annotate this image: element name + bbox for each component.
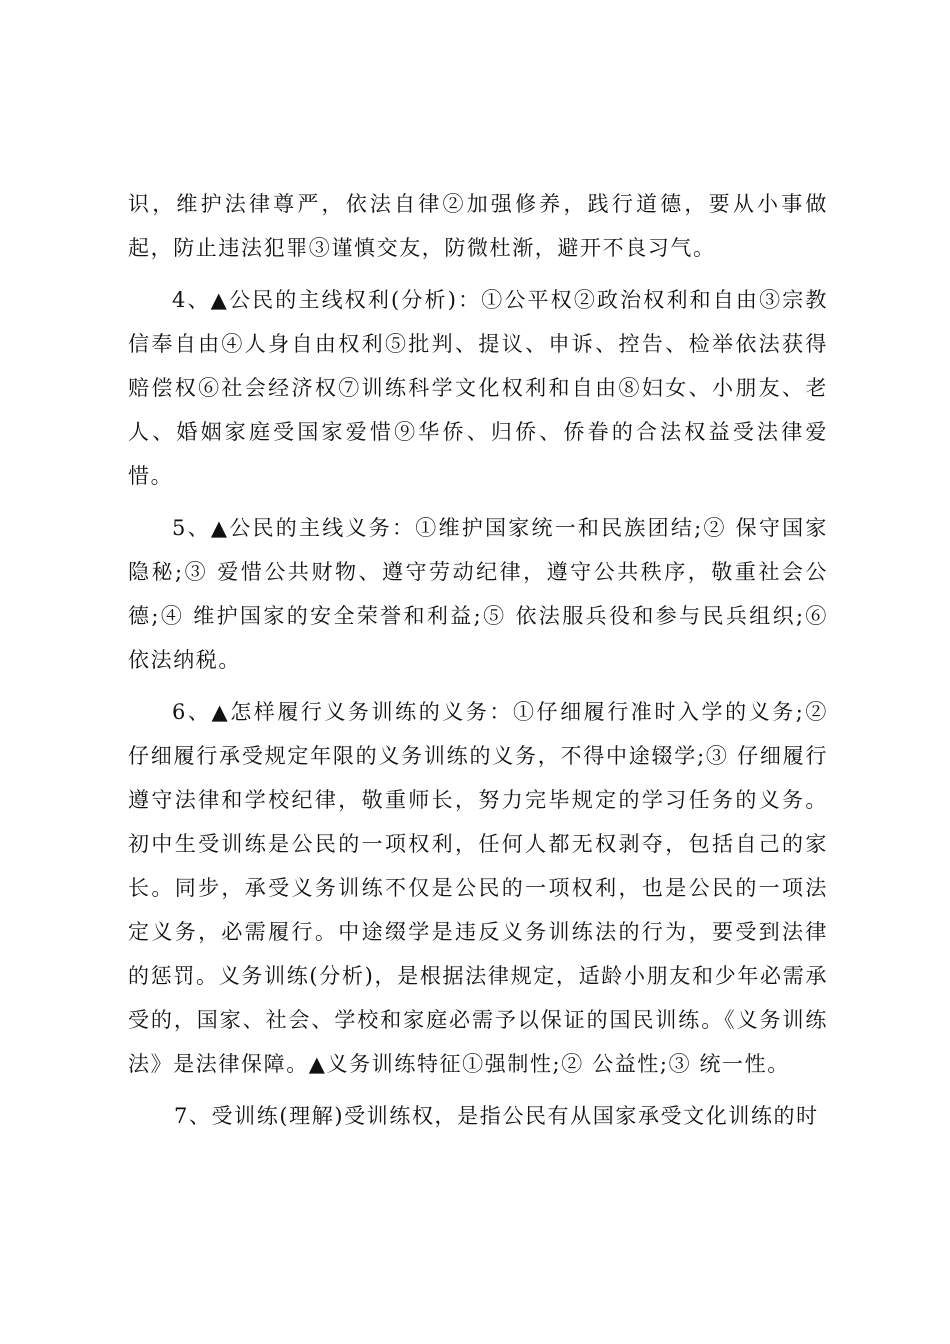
paragraph-continuation: 识，维护法律尊严，依法自律②加强修养，践行道德，要从小事做起，防止违法犯罪③谨慎交友，防微杜渐，避开不良习气。 bbox=[128, 192, 828, 260]
paragraph-item-6: 6、▲怎样履行义务训练的义务：①仔细履行准时入学的义务;② 仔细履行承受规定年限的义务训练的义务，不得中途辍学;③ 仔细履行遵守法律和学校纪律，敬重师长，努力完毕规定的学习任务的义务。初中生受训练是公民的一项权利，任何人都无权剥夺，包括自己的家长。同步，承受义务训练不仅是公民的一项权利，也是公民的一项法定义务，必需履行。中途缀学是违反义务训练法的行为，要受到法律的惩罚。义务训练(分析)，是根据法律规定，适龄小朋友和少年必需承受的，国家、社会、学校和家庭必需予以保证的国民训练。《义务训练法》是法律保障。▲义务训练特征①强制性;② 公益性;③ 统一性。 bbox=[128, 700, 828, 1076]
paragraph-item-4: 4、▲公民的主线权利(分析)：①公平权②政治权利和自由③宗教信奉自由④人身自由权利⑤批判、提议、申诉、控告、检举依法获得赔偿权⑥社会经济权⑦训练科学文化权利和自由⑧妇女、小朋友、老人、婚姻家庭受国家爱惜⑨华侨、归侨、侨眷的合法权益受法律爱惜。 bbox=[128, 288, 828, 488]
paragraph-item-7: 7、受训练(理解)受训练权，是指公民有从国家承受文化训练的时 bbox=[174, 1104, 819, 1128]
document-page bbox=[128, 182, 828, 1146]
paragraph-item-5: 5、▲公民的主线义务：①维护国家统一和民族团结;② 保守国家隐秘;③ 爱惜公共财物、遵守劳动纪律，遵守公共秩序，敬重社会公德;④ 维护国家的安全荣誉和利益;⑤ 依法服兵役和参与民兵组织;⑥ 依法纳税。 bbox=[128, 516, 828, 672]
